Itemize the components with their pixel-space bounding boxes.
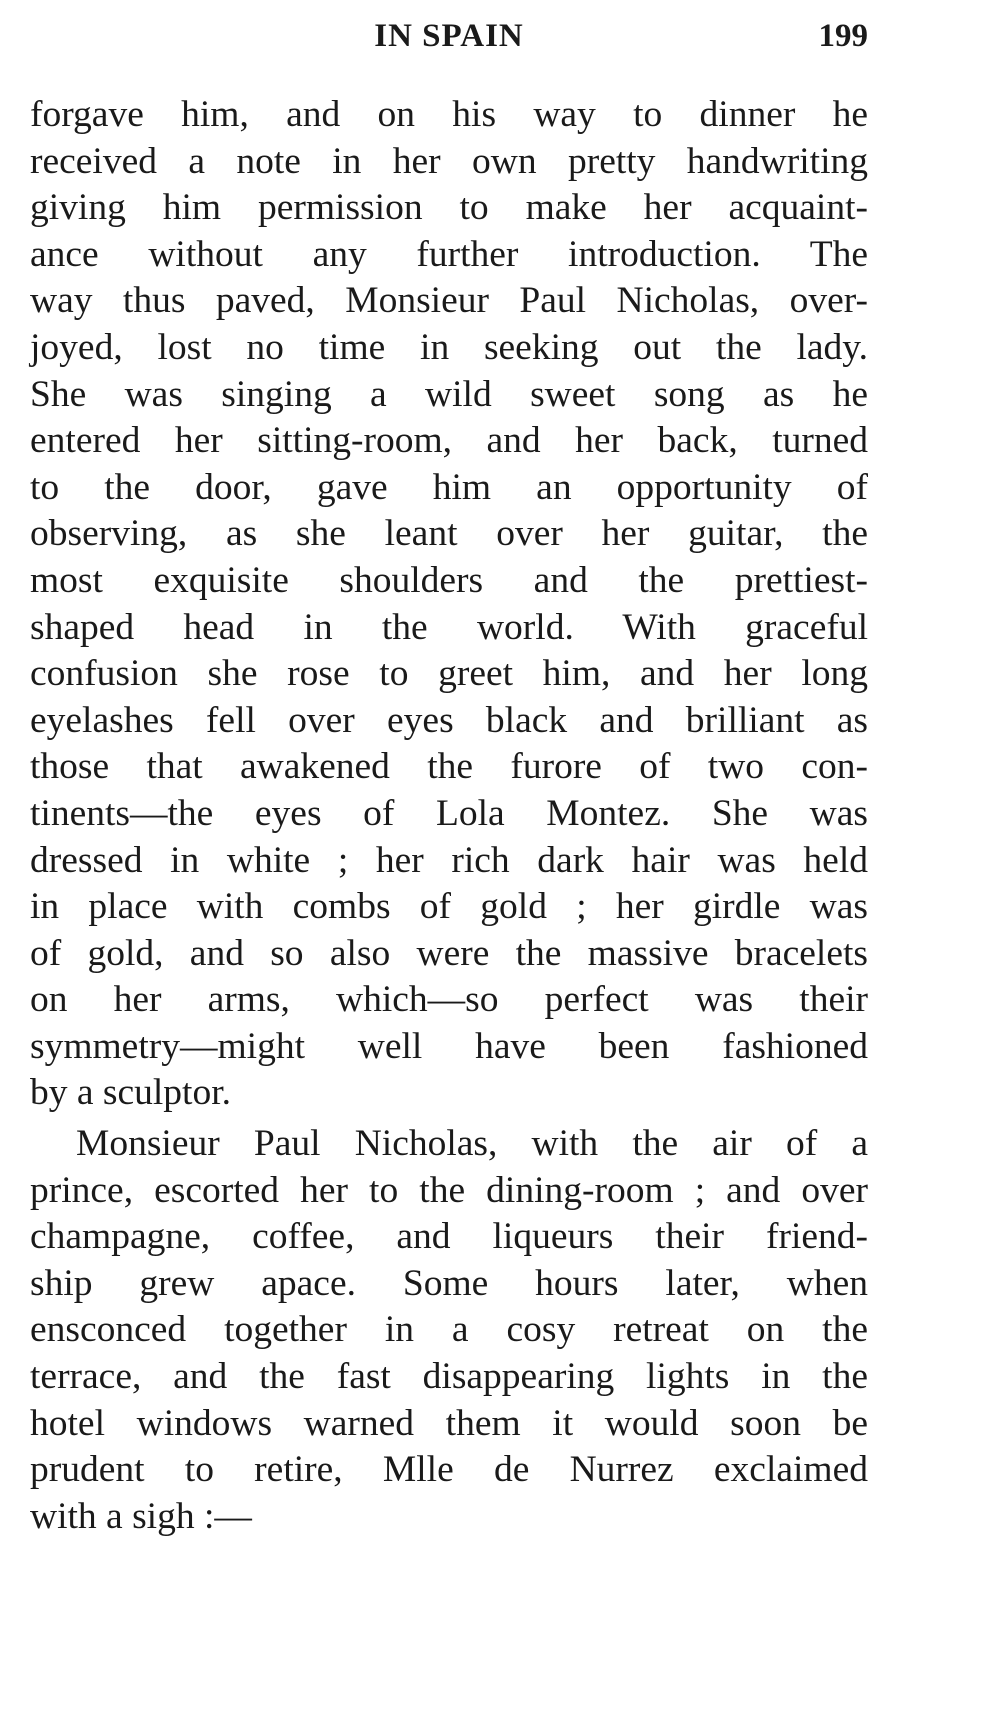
text-line: hotel windows warned them it would soon be [30, 1402, 868, 1444]
text-line: eyelashes fell over eyes black and brilliant as [30, 699, 868, 741]
body-text [30, 92, 868, 1540]
text-line: confusion she rose to greet him, and her long [30, 653, 868, 695]
text-line: prudent to retire, Mlle de Nurrez exclaimed [30, 1449, 868, 1491]
text-line: terrace, and the fast disappearing lights in the [30, 1356, 868, 1398]
text-line: champagne, coffee, and liqueurs their friend- [30, 1216, 868, 1258]
running-title: IN SPAIN [374, 18, 524, 54]
paragraph-2 [30, 1121, 868, 1540]
text-line: ship grew apace. Some hours later, when [30, 1262, 868, 1304]
text-line: on her arms, which—so perfect was their [30, 979, 868, 1021]
text-line: giving him permission to make her acquaint- [30, 187, 868, 229]
text-line: with a sigh :— [30, 1495, 252, 1537]
text-line: by a sculptor. [30, 1072, 232, 1114]
text-line: observing, as she leant over her guitar, the [30, 513, 868, 555]
text-line: in place with combs of gold ; her girdle was [30, 886, 868, 928]
text-line: of gold, and so also were the massive bracelets [30, 932, 868, 974]
text-line: to the door, gave him an opportunity of [30, 466, 868, 508]
text-line: received a note in her own pretty handwriting [30, 140, 868, 182]
text-line: most exquisite shoulders and the prettiest- [30, 559, 868, 601]
running-head [30, 14, 868, 58]
text-line: shaped head in the world. With graceful [30, 606, 868, 648]
text-line: those that awakened the furore of two con- [30, 746, 868, 788]
text-line: forgave him, and on his way to dinner he [30, 94, 868, 135]
paragraph-1 [30, 92, 868, 1117]
text-line: tinents—the eyes of Lola Montez. She was [30, 792, 868, 834]
text-line: prince, escorted her to the dining-room ; and over [30, 1169, 868, 1211]
text-line: symmetry—might well have been fashioned [30, 1025, 868, 1067]
text-line: ance without any further introduction. The [30, 233, 868, 275]
text-line: way thus paved, Monsieur Paul Nicholas, over- [30, 280, 868, 322]
text-line: joyed, lost no time in seeking out the lady. [30, 326, 868, 368]
text-line: entered her sitting-room, and her back, turned [30, 420, 868, 462]
page-number: 199 [818, 18, 868, 54]
text-line: ensconced together in a cosy retreat on the [30, 1309, 868, 1351]
text-line: Monsieur Paul Nicholas, with the air of a [76, 1123, 868, 1165]
text-line: dressed in white ; her rich dark hair was held [30, 839, 868, 881]
text-line: She was singing a wild sweet song as he [30, 373, 868, 415]
